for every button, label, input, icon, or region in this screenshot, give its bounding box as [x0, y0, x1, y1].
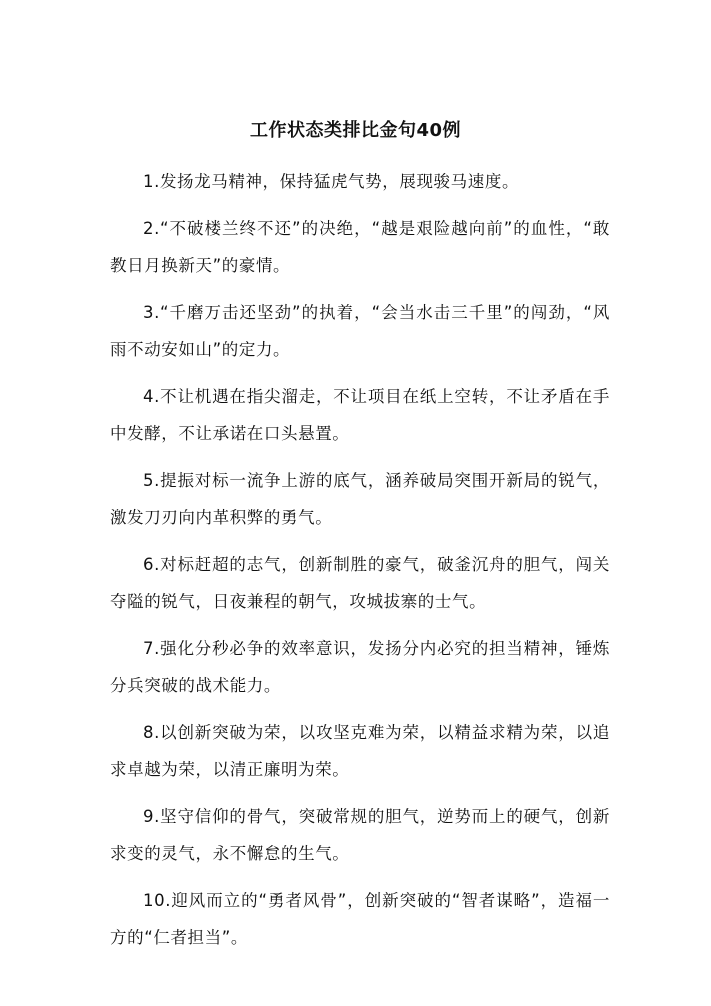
document-body [110, 163, 610, 966]
paragraph-10: 10.迎风而立的“勇者风骨”，创新突破的“智者谋略”，造福一方的“仁者担当”。 [110, 891, 610, 947]
paragraph-2: 2.“不破楼兰终不还”的决绝，“越是艰险越向前”的血性，“敢教日月换新天”的豪情。 [110, 219, 610, 275]
document-title: 工作状态类排比金句40例 [249, 120, 462, 141]
paragraph-1: 1.发扬龙马精神，保持猛虎气势，展现骏马速度。 [143, 172, 520, 191]
paragraph-3: 3.“千磨万击还坚劲”的执着，“会当水击三千里”的闯劲，“风雨不动安如山”的定力。 [110, 303, 610, 359]
paragraph-8: 8.以创新突破为荣，以攻坚克难为荣，以精益求精为荣，以追求卓越为荣，以清正廉明为荣。 [110, 723, 610, 779]
paragraph-6: 6.对标赶超的志气，创新制胜的豪气，破釜沉舟的胆气，闯关夺隘的锐气，日夜兼程的朝气，攻城拔寨的士气。 [110, 555, 610, 611]
paragraph-5: 5.提振对标一流争上游的底气，涵养破局突围开新局的锐气，激发刀刃向内革积弊的勇气。 [110, 471, 610, 527]
paragraph-9: 9.坚守信仰的骨气，突破常规的胆气，逆势而上的硬气，创新求变的灵气，永不懈怠的生气。 [110, 807, 610, 863]
paragraph-7: 7.强化分秒必争的效率意识，发扬分内必究的担当精神，锤炼分兵突破的战术能力。 [110, 639, 610, 695]
paragraph-4: 4.不让机遇在指尖溜走，不让项目在纸上空转，不让矛盾在手中发酵，不让承诺在口头悬置。 [110, 387, 610, 443]
